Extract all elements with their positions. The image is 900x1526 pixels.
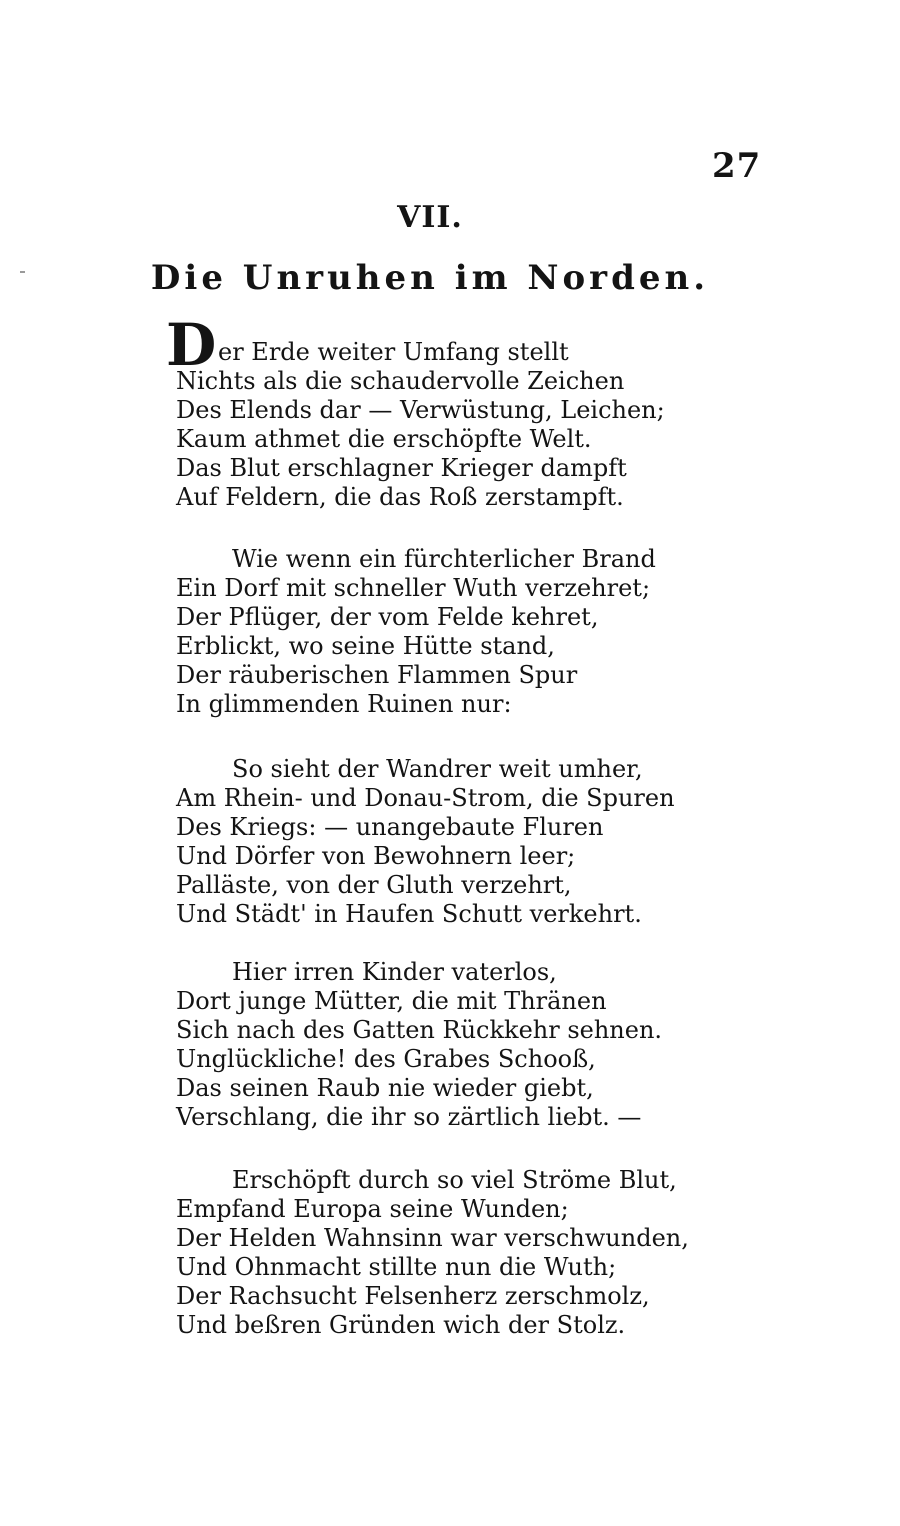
first-line-text: er Erde weiter Umfang stellt	[218, 338, 569, 366]
stanza-line: Das seinen Raub nie wieder giebt,	[176, 1074, 594, 1102]
stanza-line: In glimmenden Ruinen nur:	[176, 690, 512, 718]
stanza-line: Und beßren Gründen wich der Stolz.	[176, 1311, 626, 1339]
poem-title: Die Unruhen im Norden.	[150, 258, 710, 298]
stanza-line: Am Rhein- und Donau-Strom, die Spuren	[176, 784, 675, 812]
stanza-line: Des Kriegs: — unangebaute Fluren	[176, 813, 604, 841]
stanza-line: Der räuberischen Flammen Spur	[176, 661, 578, 689]
stanza-line: Unglückliche! des Grabes Schooß,	[176, 1045, 596, 1073]
stanza-line: Des Elends dar — Verwüstung, Leichen;	[176, 396, 665, 424]
stanza-line: Und Dörfer von Bewohnern leer;	[176, 842, 576, 870]
stanza-line: Und Ohnmacht stillte nun die Wuth;	[176, 1253, 617, 1281]
stanza-line: Wie wenn ein fürchterlicher Brand	[232, 545, 656, 573]
stanza-line: Der Rachsucht Felsenherz zerschmolz,	[176, 1282, 650, 1310]
stanza-line: Verschlang, die ihr so zärtlich liebt. —	[176, 1103, 642, 1131]
stanza-2	[176, 545, 736, 719]
stanza-4	[176, 958, 736, 1132]
stanza-line: Kaum athmet die erschöpfte Welt.	[176, 425, 592, 453]
page-number: 27	[712, 146, 762, 186]
drop-cap: D	[166, 311, 217, 379]
stanza-line: Ein Dorf mit schneller Wuth verzehret;	[176, 574, 651, 602]
stanza-line: Empfand Europa seine Wunden;	[176, 1195, 569, 1223]
stanza-line: Das Blut erschlagner Krieger dampft	[176, 454, 627, 482]
stanza-line: Nichts als die schaudervolle Zeichen	[176, 367, 625, 395]
stanza-line: Auf Feldern, die das Roß zerstampft.	[176, 483, 624, 511]
stanza-3	[176, 755, 736, 929]
stanza-line: Palläste, von der Gluth verzehrt,	[176, 871, 572, 899]
stanza-line: Sich nach des Gatten Rückkehr sehnen.	[176, 1016, 663, 1044]
stanza-line: So sieht der Wandrer weit umher,	[232, 755, 643, 783]
stanza-line: Der Pflüger, der vom Felde kehret,	[176, 603, 599, 631]
stanza-1	[166, 311, 736, 512]
stanza-line: Erblickt, wo seine Hütte stand,	[176, 632, 555, 660]
stanza-line: Dort junge Mütter, die mit Thränen	[176, 987, 607, 1015]
stanza-line	[166, 311, 736, 379]
stanza-line: Der Helden Wahnsinn war verschwunden,	[176, 1224, 689, 1252]
stanza-5	[176, 1166, 736, 1340]
stanza-line: Und Städt' in Haufen Schutt verkehrt.	[176, 900, 642, 928]
stanza-line: Erschöpft durch so viel Ströme Blut,	[232, 1166, 677, 1194]
stanza-line: Hier irren Kinder vaterlos,	[232, 958, 557, 986]
section-number: VII.	[397, 200, 463, 235]
